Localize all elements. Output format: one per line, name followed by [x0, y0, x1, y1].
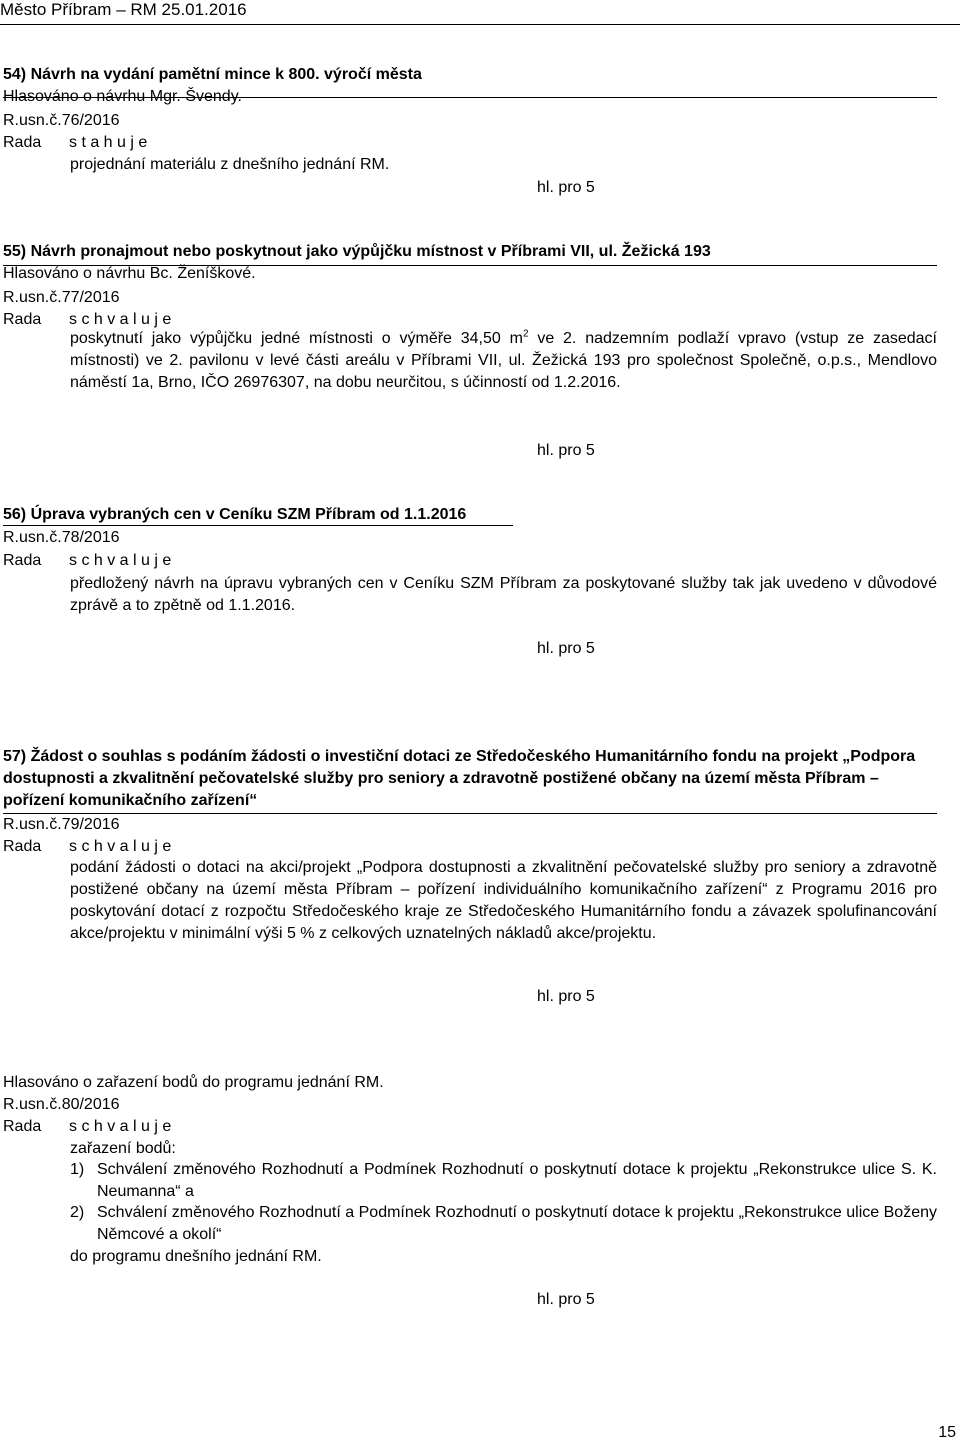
section-55-resolution: R.usn.č.77/2016: [3, 289, 120, 306]
section-55-rule: [3, 265, 937, 266]
section-55-rada-line: [3, 310, 171, 330]
section-55-text-superscript: 2: [522, 328, 529, 340]
section-56-resolution: R.usn.č.78/2016: [3, 529, 120, 546]
section-54-rule: [3, 97, 937, 98]
section-57-heading: 57) Žádost o souhlas s podáním žádosti o investiční dotaci ze Středočeského Humanitárního fondu na projekt „Podpora dostupnosti a zkvalitnění pečovatelské služby pro seniory a zdravotně postižené občany na území města Příbram – pořízení komunikačního zařízení“: [3, 748, 916, 809]
section-55-text: [70, 328, 937, 394]
section-56-heading: 56) Úprava vybraných cen v Ceníku SZM Příbram od 1.1.2016: [3, 506, 467, 523]
section-54-rada-line: [3, 133, 147, 153]
list-item: [70, 1159, 937, 1203]
section-57-vote: hl. pro 5: [537, 988, 595, 1005]
section-57-text: podání žádosti o dotaci na akci/projekt „Podpora dostupnosti a zkvalitnění pečovatelské služby pro seniory a zdravotně postižené občany na území města Příbram – pořízení individuálního komunikačního zařízení“ z Programu 2016 pro poskytování dotací z rozpočtu Středočeského kraje ze Středočeského Humanitárního fondu a závazek spolufinancování akce/projektu v minimální výši 5 % z celkových uznatelných nákladů akce/projektu.: [70, 859, 937, 942]
section-54-resolution: R.usn.č.76/2016: [3, 112, 120, 129]
section-56-text: předložený návrh na úpravu vybraných cen v Ceníku SZM Příbram za poskytované služby tak jak uvedeno v důvodové zprávě a to zpětně od 1.1.2016.: [70, 575, 937, 614]
section-54-voted-on: Hlasováno o návrhu Mgr. Švendy.: [3, 88, 242, 105]
section-55-rada-word: Rada: [3, 311, 42, 328]
list-item-text: Schválení změnového Rozhodnutí a Podmínek Rozhodnutí o poskytnutí dotace k projektu „Rekonstrukce ulice Boženy Němcové a okolí“: [97, 1204, 937, 1243]
section-56-action: s c h v a l u j e: [69, 552, 172, 569]
section-58-intro: zařazení bodů:: [70, 1140, 176, 1157]
section-55-action: s c h v a l u j e: [69, 311, 172, 328]
section-57-rada-word: Rada: [3, 838, 42, 855]
section-55-voted-on: Hlasováno o návrhu Bc. Ženíškové.: [3, 265, 256, 282]
document-title: Město Příbram – RM 25.01.2016: [0, 0, 247, 19]
section-58-action: s c h v a l u j e: [69, 1118, 172, 1135]
list-item-number: 1): [70, 1161, 85, 1178]
section-58-resolution: R.usn.č.80/2016: [3, 1096, 120, 1113]
section-54-heading: 54) Návrh na vydání pamětní mince k 800. výročí města: [3, 66, 422, 83]
section-55-heading: 55) Návrh pronajmout nebo poskytnout jako výpůjčku místnost v Příbrami VII, ul. Žežická 193: [3, 243, 711, 260]
section-55-text-part2: ve 2. nadzemním podlaží vpravo (vstup ze zasedací místnosti) ve 2. pavilonu v levé části areálu v Příbrami VII, ul. Žežická 193 pro společnost Společně, o.p.s., Mendlovo náměstí 1a, Brno, IČO 26976307, na dobu neurčitou, s účinností od 1.2.2016.: [70, 330, 937, 391]
section-58-voted-on: Hlasováno o zařazení bodů do programu jednání RM.: [3, 1074, 384, 1091]
section-57-action: s c h v a l u j e: [69, 838, 172, 855]
section-54-text: projednání materiálu z dnešního jednání RM.: [70, 156, 390, 173]
list-item-number: 2): [70, 1204, 85, 1221]
section-54-action: s t a h u j e: [69, 134, 148, 151]
page-header: [0, 0, 960, 25]
section-57-resolution: R.usn.č.79/2016: [3, 816, 120, 833]
section-56-rule: [3, 525, 513, 526]
section-58-rada-word: Rada: [3, 1118, 42, 1135]
section-54-vote: hl. pro 5: [537, 179, 595, 196]
section-58-rada-line: [3, 1117, 171, 1137]
section-54-rada-word: Rada: [3, 134, 42, 151]
section-56-vote: hl. pro 5: [537, 640, 595, 657]
section-56-rada-line: [3, 551, 171, 571]
section-55-vote: hl. pro 5: [537, 442, 595, 459]
section-57-rule: [3, 813, 937, 814]
section-56-rada-word: Rada: [3, 552, 42, 569]
section-57-rada-line: [3, 837, 171, 857]
section-58-vote: hl. pro 5: [537, 1291, 595, 1308]
page-number: 15: [938, 1424, 956, 1441]
section-55-text-part1: poskytnutí jako výpůjčku jedné místnosti o výměře 34,50 m: [70, 330, 523, 347]
list-item: [70, 1202, 937, 1246]
section-58-outro: do programu dnešního jednání RM.: [70, 1248, 322, 1265]
list-item-text: Schválení změnového Rozhodnutí a Podmínek Rozhodnutí o poskytnutí dotace k projektu „Rekonstrukce ulice S. K. Neumanna“ a: [97, 1161, 937, 1200]
